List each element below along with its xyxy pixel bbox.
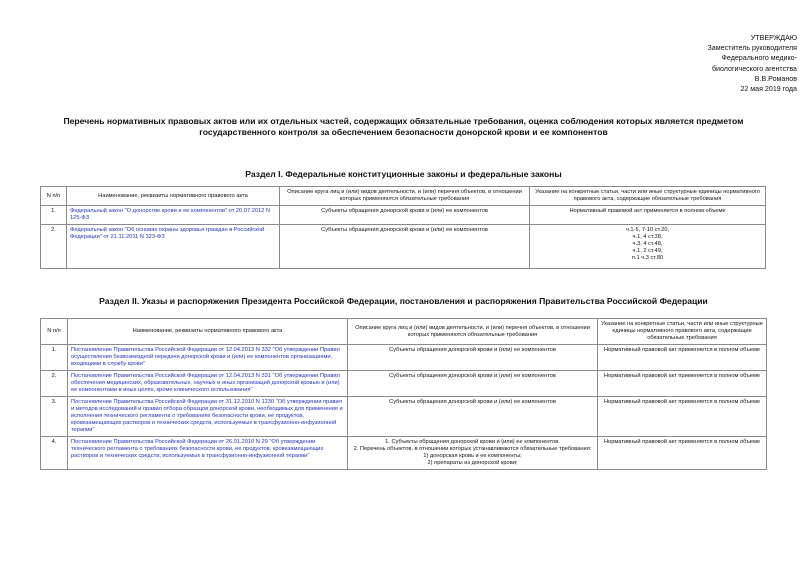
article-ref: ч.1, 2 ст.49, bbox=[632, 248, 663, 254]
column-header: Описание круга лиц и (или) видов деятельности, и (или) перечня объектов, в отношении которых применяются обязательные требования bbox=[348, 319, 598, 345]
table-row bbox=[41, 206, 766, 225]
approval-block bbox=[637, 33, 797, 94]
approval-line: Федерального медико- bbox=[721, 54, 797, 63]
act-link[interactable]: Постановление Правительства Российской Федерации от 26.01.2010 N 29 "Об утверждении технического регламента о требованиях безопасности крови, ее продуктов, кровезамещающих растворов и технических средств, используемых в трансфузионно-инфузионной терапии" bbox=[68, 437, 348, 470]
row-number: 1. bbox=[41, 345, 68, 371]
articles-cell: Нормативный правовой акт применяется в полном объеме bbox=[530, 206, 766, 225]
section-2-heading: Раздел II. Указы и распоряжения Президента Российской Федерации, постановления и распоряжения Правительства Российской Федерации bbox=[99, 296, 708, 306]
table-header-row bbox=[41, 319, 767, 345]
article-ref: ч.1-5, 7-10 ст.20, bbox=[625, 227, 670, 233]
scope-cell: Субъекты обращения донорской крови и (или) ее компонентов bbox=[348, 345, 598, 371]
scope-line: 1) донорская кровь и ее компоненты; bbox=[423, 453, 522, 459]
row-number: 2. bbox=[41, 371, 68, 397]
scope-cell: Субъекты обращения донорской крови и (или) ее компонентов bbox=[280, 206, 530, 225]
column-header: N п/п bbox=[41, 319, 68, 345]
scope-cell: Субъекты обращения донорской крови и (или) ее компонентов bbox=[348, 397, 598, 437]
row-number: 2. bbox=[41, 225, 67, 269]
table-row bbox=[41, 371, 767, 397]
scope-line: 1. Субъекты обращения донорской крови и (или) ее компонентов. bbox=[385, 439, 560, 445]
scope-cell: Субъекты обращения донорской крови и (или) ее компонентов bbox=[280, 225, 530, 269]
table-row bbox=[41, 397, 767, 437]
approval-line: Заместитель руководителя bbox=[707, 44, 797, 53]
column-header: Указание на конкретные статьи, части или иные структурные единицы нормативного правового акта, содержащие обязательные требования bbox=[598, 319, 767, 345]
table-row bbox=[41, 437, 767, 470]
scope-line: 2. Перечень объектов, в отношении которых устанавливаются обязательные требования: bbox=[353, 446, 592, 452]
scope-cell bbox=[348, 437, 598, 470]
approval-line: УТВЕРЖДАЮ bbox=[750, 34, 797, 42]
article-ref: ч.3, 4 ст.48, bbox=[632, 241, 663, 247]
approval-line: В.В.Романов bbox=[754, 74, 797, 83]
section-1-heading: Раздел I. Федеральные конституционные законы и федеральные законы bbox=[245, 169, 562, 179]
scope-cell: Субъекты обращения донорской крови и (или) ее компонентов bbox=[348, 371, 598, 397]
scope-line: 2) препараты из донорской крови; bbox=[427, 460, 518, 466]
section-2-table bbox=[40, 318, 767, 470]
column-header: Указание на конкретные статьи, части или иные структурные единицы нормативного правового акта, содержащие обязательные требования bbox=[530, 187, 766, 206]
articles-cell: Нормативный правовой акт применяется в полном объеме bbox=[598, 437, 767, 470]
articles-cell: Нормативный правовой акт применяется в полном объеме bbox=[598, 371, 767, 397]
article-ref: ч.1, 4 ст.38, bbox=[632, 234, 663, 240]
document-title: Перечень нормативных правовых актов или их отдельных частей, содержащих обязательные требования, оценка соблюдения которых является предметом государственного контроля за обеспечением безопасности донорской крови и ее компонентов bbox=[63, 116, 744, 137]
column-header: Наименование, реквизиты нормативного правового акта bbox=[68, 319, 348, 345]
articles-cell: Нормативный правовой акт применяется в полном объеме bbox=[598, 397, 767, 437]
act-link[interactable]: Постановление Правительства Российской Федерации от 12.04.2013 N 331 "Об утверждении Правил обеспечения медицинских, образовательных, научных и иных организаций донорской кровью и (или) ее компонентами в иных целях, кроме клинического использования" bbox=[68, 371, 348, 397]
articles-cell bbox=[530, 225, 766, 269]
column-header: N п/п bbox=[41, 187, 67, 206]
row-number: 3. bbox=[41, 397, 68, 437]
table-row bbox=[41, 345, 767, 371]
approval-line: 22 мая 2019 года bbox=[740, 85, 797, 94]
column-header: Описание круга лиц и (или) видов деятельности, и (или) перечня объектов, в отношении которых применяются обязательные требования bbox=[280, 187, 530, 206]
act-link[interactable]: Постановление Правительства Российской Федерации от 31.12.2010 N 1230 "Об утверждении правил и методов исследований и правил отбора образцов донорской крови, необходимых для применения и исполнения технического регламента о требованиях безопасности крови, ее продуктов, кровезамещающих растворов и технических средств, используемых в трансфузионно-инфузионной терапии" bbox=[68, 397, 348, 437]
row-number: 4. bbox=[41, 437, 68, 470]
row-number: 1. bbox=[41, 206, 67, 225]
approval-line: биологического агентства bbox=[711, 64, 797, 73]
act-link[interactable]: Постановление Правительства Российской Федерации от 12.04.2013 N 332 "Об утверждении Правил осуществления безвозмездной передачи донорской крови и (или) ее компонентов организациями, входящими в службу крови" bbox=[68, 345, 348, 371]
column-header: Наименование, реквизиты нормативного правового акта bbox=[67, 187, 280, 206]
articles-cell: Нормативный правовой акт применяется в полном объеме bbox=[598, 345, 767, 371]
table-row bbox=[41, 225, 766, 269]
act-link[interactable]: Федеральный закон "Об основах охраны здоровья граждан в Российской Федерации" от 21.11.2011 N 323-ФЗ bbox=[67, 225, 280, 269]
section-1-table bbox=[40, 186, 766, 269]
table-header-row bbox=[41, 187, 766, 206]
article-ref: п.1 ч.3 ст.80 bbox=[631, 255, 664, 261]
act-link[interactable]: Федеральный закон "О донорстве крови и ее компонентов" от 20.07.2012 N 125-ФЗ bbox=[67, 206, 280, 225]
